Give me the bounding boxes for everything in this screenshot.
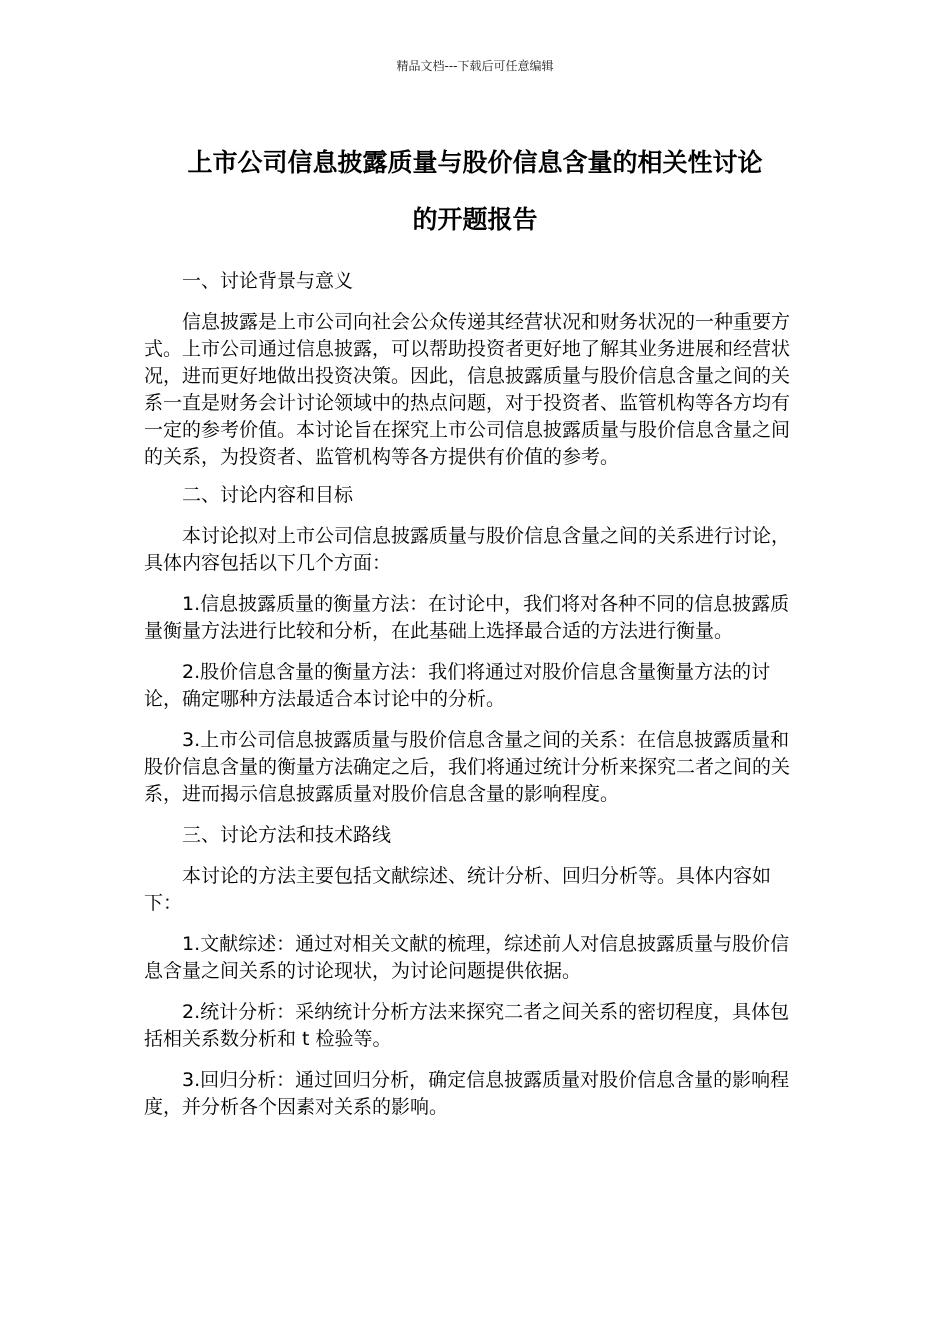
list-item-content-3: 3.上市公司信息披露质量与股价信息含量之间的关系：在信息披露质量和股价信息含量的衡量方法确定之后，我们将通过统计分析来探究二者之间的关系，进而揭示信息披露质量对股价信息含量的影响程度。: [144, 729, 791, 805]
document-body: [144, 268, 792, 1121]
list-item-content-1: 1.信息披露质量的衡量方法：在讨论中，我们将对各种不同的信息披露质量衡量方法进行比较和分析，在此基础上选择最合适的方法进行衡量。: [144, 593, 790, 642]
list-item-methods-1: 1.文献综述：通过对相关文献的梳理，综述前人对信息披露质量与股价信息含量之间关系的讨论现状，为讨论问题提供依据。: [144, 933, 790, 982]
header-note: 精品文档---下载后可任意编辑: [396, 59, 554, 73]
paragraph-background: 信息披露是上市公司向社会公众传递其经营状况和财务状况的一种重要方式。上市公司通过信息披露，可以帮助投资者更好地了解其业务进展和经营状况，进而更好地做出投资决策。因此，信息披露质量与股价信息含量之间的关系一直是财务会计讨论领域中的热点问题，对于投资者、监管机构等各方均有一定的参考价值。本讨论旨在探究上市公司信息披露质量与股价信息含量之间的关系，为投资者、监管机构等各方提供有价值的参考。: [144, 311, 791, 468]
section-heading-methods: 三、讨论方法和技术路线: [182, 824, 392, 846]
paragraph-content-intro: 本讨论拟对上市公司信息披露质量与股价信息含量之间的关系进行讨论，具体内容包括以下几个方面：: [144, 525, 791, 574]
section-heading-content: 二、讨论内容和目标: [182, 484, 354, 506]
title-line-1: 上市公司信息披露质量与股价信息含量的相关性讨论: [187, 148, 763, 177]
title-line-2: 的开题报告: [412, 205, 538, 234]
list-item-content-2: 2.股价信息含量的衡量方法：我们将通过对股价信息含量衡量方法的讨论，确定哪种方法最适合本讨论中的分析。: [144, 661, 771, 710]
paragraph-methods-intro: 本讨论的方法主要包括文献综述、统计分析、回归分析等。具体内容如下：: [144, 865, 772, 914]
section-heading-background: 一、讨论背景与意义: [182, 270, 354, 292]
list-item-methods-2: 2.统计分析：采纳统计分析方法来探究二者之间关系的密切程度，具体包括相关系数分析和 t 检验等。: [144, 1001, 790, 1050]
list-item-methods-3: 3.回归分析：通过回归分析，确定信息披露质量对股价信息含量的影响程度，并分析各个因素对关系的影响。: [144, 1069, 790, 1118]
document-title: [140, 134, 810, 248]
